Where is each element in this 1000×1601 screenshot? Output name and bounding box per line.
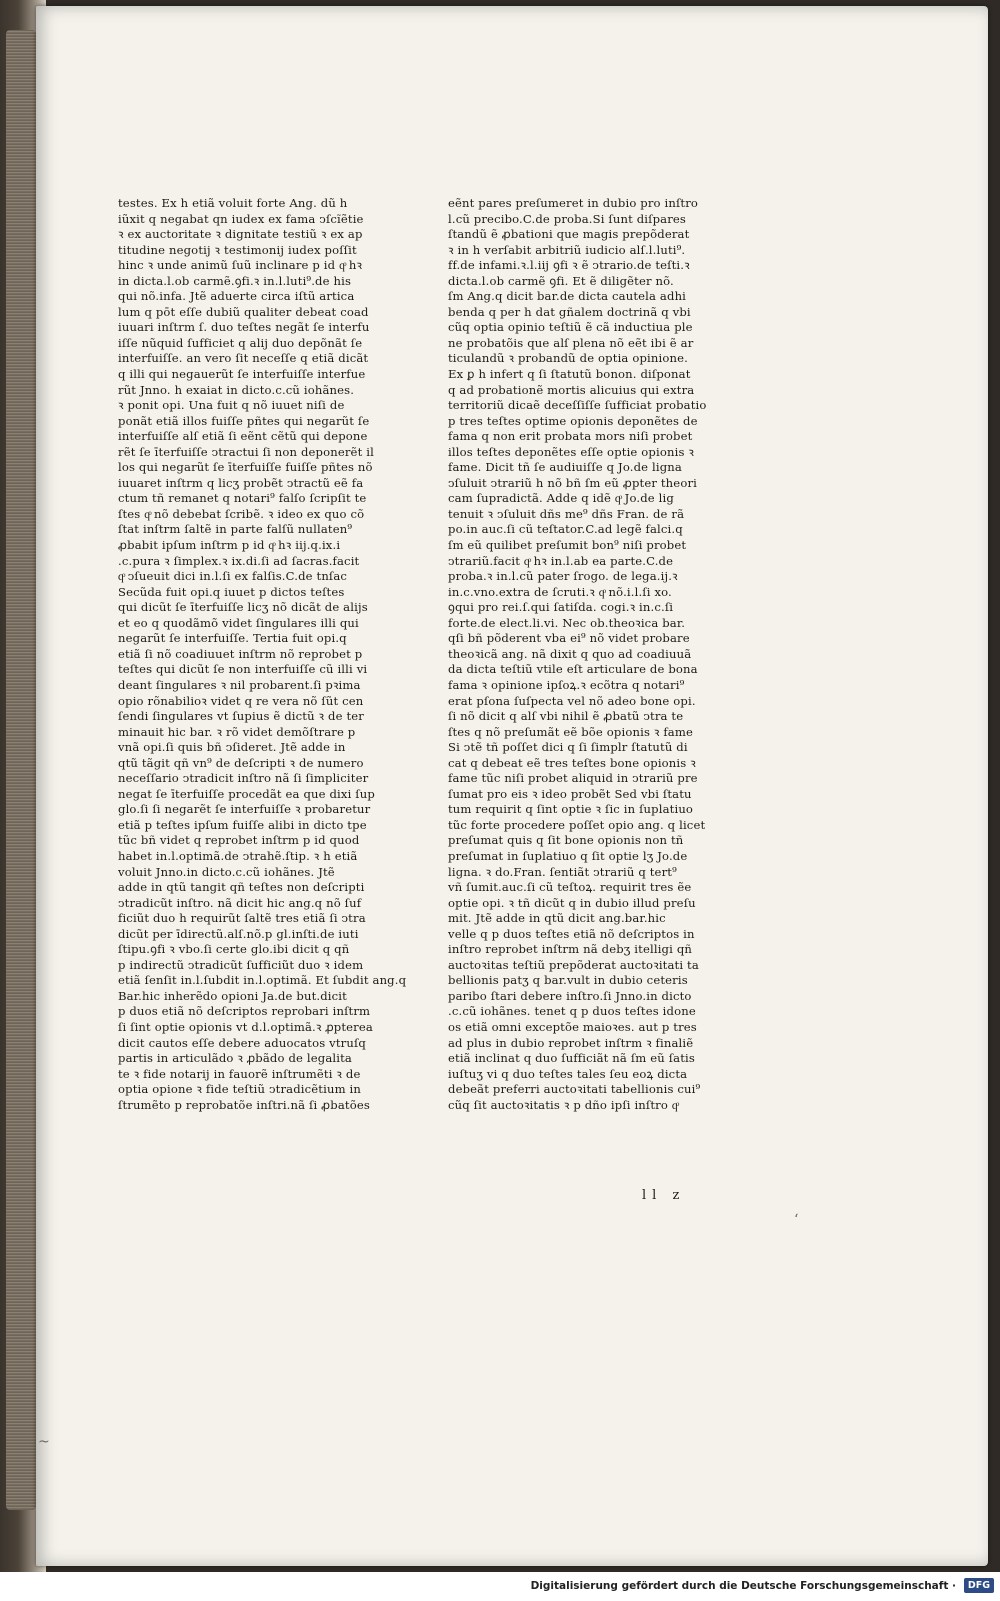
text-line: qſi bñ põderent vba ei⁹ nõ videt probare [448,631,690,646]
text-line: dicit cautos eſſe debere aduocatos vtruſq [118,1035,367,1050]
text-line: voluit Jnno.in dicto.c.cũ iohãnes. Jtẽ [118,864,335,879]
text-line: ꝯqui pro rei.ſ.qui ſatiſda. cogi.ꝛ in.c.ſi [448,600,674,615]
text-line: et eo q quodãmõ videt ſingulares illi qui [118,615,359,630]
dfg-logo: DFG [964,1578,994,1593]
text-line: fama ꝛ opinione ipſoꝝ.ꝛ ecõtra q notari⁹ [448,677,685,692]
text-line: tũc bñ videt q reprobet inſtrm p id quod [118,833,360,848]
text-line: ſtat inſtrm ſaltẽ in parte falſũ nullaten⁹ [118,522,353,537]
text-line: cũq ſit auctoꝛitatis ꝛ p dño ipſi inſtro qͦ [448,1097,678,1112]
text-line: ꝓbabit ipſum inſtrm p id qͦ hꝛ iij.q.ix.i [118,538,341,553]
text-line: qui dicũt ſe īterfuiſſe licʒ nõ dicãt de alijs [118,600,368,615]
text-line: deant ſingulares ꝛ nil probarent.ſi pꝛima [118,677,361,692]
text-line: ſtes qͦ nõ debebat ſcribẽ. ꝛ ideo ex quo cõ [118,506,365,521]
text-line: vnã opi.ſi quis bñ ↄſideret. Jtẽ adde in [118,740,346,755]
text-line: in dicta.l.ob carmẽ.ꝯfi.ꝛ in.l.luti⁹.de his [118,273,352,288]
text-line: qui nõ.infa. Jtẽ aduerte circa iſtũ artica [118,289,355,304]
text-line: ſtandũ ẽ ꝓbationi que magis prepõderat [448,227,690,242]
text-line: etiã inclinat q duo ſufficiãt nã ſm eũ ſatis [448,1051,695,1066]
text-line: erat pſona ſuſpecta vel nõ adeo bone opi. [448,693,696,708]
text-line: ponãt etiã illos fuiſſe pñtes qui negarũt ſe [118,413,370,428]
text-line: interfuiſſe alſ etiã ſi eẽnt cẽtũ qui depone [118,429,368,444]
text-line: adde in qtũ tangit qñ teſtes non deſcripti [118,880,365,895]
text-line: da dicta teſtiũ vtile eſt articulare de bona [448,662,698,677]
text-line: hinc ꝛ unde animũ ſuũ inclinare p id qͦ hꝛ [118,258,363,273]
text-line: mit. Jtẽ adde in qtũ dicit ang.bar.hic [448,911,666,926]
text-line: in.c.vno.extra de ſcruti.ꝛ qͦ nõ.i.l.ſi xo. [448,584,672,599]
text-line: Bar.hic inherẽdo opioni Ja.de but.dicit [118,988,347,1003]
text-line: paribo ſtari debere inſtro.ſi Jnno.in dicto [448,988,692,1003]
text-line: optia opione ꝛ fide teſtiũ ↄtradicẽtium in [118,1082,362,1097]
text-line: cam ſupradictã. Adde q idẽ qͦ Jo.de lig [448,491,674,506]
text-line: etiã p teſtes ipſum fuiſſe alibi in dicto tpe [118,817,367,832]
ink-scribble: ~ [38,1434,50,1450]
text-line: fama q non erit probata mors niſi probet [448,429,693,444]
text-line: ligna. ꝛ do.Fran. ſentiãt ↄtrariũ q tert⁹ [448,864,677,879]
text-line: negat ſe īterfuiſſe procedãt ea que dixi ſup [118,786,375,801]
text-line: bellionis patʒ q bar.vult in dubio ceteris [448,973,688,988]
text-line: ↄtradicũt inſtro. nã dicit hic ang.q nõ ſuf [118,895,362,910]
text-line: debeãt preferri auctoꝛitati tabellionis cui⁹ [448,1082,701,1097]
text-line: p indirectũ ↄtradicũt ſufficiũt duo ꝛ idem [118,957,364,972]
text-line: Secũda fuit opi.q iuuet p dictos teſtes [118,584,345,599]
text-line: velle q p duos teſtes etiã nõ deſcriptos in [448,926,695,941]
text-line: ſtipu.ꝯfi ꝛ vbo.ſi certe glo.ibi dicit q qñ [118,942,350,957]
text-line: ſumat pro eis ꝛ ideo probẽt Sed vbi ſtatu [448,786,692,801]
text-line: qtũ tãgit qñ vn⁹ de deſcripti ꝛ de numero [118,755,364,770]
text-line: fame tũc niſi probet aliquid in ↄtrariũ pre [448,771,698,786]
text-line: dicta.l.ob carmẽ ꝯfi. Et ẽ diligẽter nõ. [448,273,674,288]
text-line: optie opi. ꝛ tñ dicũt q in dubio illud preſu [448,895,696,910]
text-line: vñ ſumit.auc.ſi cũ teſtoꝝ. requirit tres ẽe [448,880,692,895]
text-line: Ex ꝑ h infert q ſi ſtatutũ bonon. diſponat [448,367,691,382]
text-line: te ꝛ fide notarij in fauorẽ inſtrumẽti ꝛ de [118,1066,361,1081]
text-line: qͦ ↄſueuit dici in.l.ſi ex falſis.C.de tnſac [118,569,348,584]
text-line: po.in auc.ſi cũ teſtator.C.ad legẽ falci.q [448,522,683,537]
text-line: ſtrumẽto p reprobatõe inſtri.nã ſi ꝓbatões [118,1097,370,1112]
text-line: ſi nõ dicit q alſ vbi nihil ẽ ꝓbatũ ↄtra te [448,709,684,724]
text-line: interfuiſſe. an vero ſit neceſſe q etiã dicãt [118,351,369,366]
text-line: ſendi ſingulares vt ſupius ẽ dictũ ꝛ de ter [118,709,364,724]
funding-credit: Digitalisierung gefördert durch die Deutsche Forschungsgemeinschaft · [530,1580,956,1592]
text-line: ſm Ang.q dicit bar.de dicta cautela adhi [448,289,687,304]
text-line: titudine negotij ꝛ testimonij iudex poſſit [118,242,357,257]
text-line: rũt Jnno. h exaiat in dicto.c.cũ iohãnes. [118,382,355,397]
text-line: preſumat in ſuplatiuo q ſit optie lʒ Jo.de [448,848,688,863]
text-line: ſi ſint optie opionis vt d.l.optimã.ꝛ ꝓpterea [118,1019,373,1034]
text-line: ctum tñ remanet q notari⁹ falſo ſcripſit te [118,491,367,506]
text-line: dicũt per īdirectũ.alſ.nõ.p gl.inſti.de iuti [118,926,359,941]
text-line: habet in.l.optimã.de ↄtrahẽ.ſtip. ꝛ h etiã [118,848,358,863]
footer-bar [0,1572,1000,1601]
text-line: partis in articulãdo ꝛ ꝓbãdo de legalita [118,1051,352,1066]
text-line: neceſſario ↄtradicit inſtro nã ſi ſimpliciter [118,771,369,786]
text-line: ꝛ in h verſabit arbitriũ iudicio alſ.l.luti⁹. [448,242,686,257]
text-line: inſtro reprobet inſtrm nã debʒ itelligi qñ [448,942,693,957]
text-line: rẽt ſe īterfuiſſe ↄtractui ſi non deponerẽt il [118,444,374,459]
text-line: iuſtuʒ vi q duo teſtes tales ſeu eoꝝ dicta [448,1066,688,1081]
text-line: ſtes q nõ preſumãt eẽ bõe opionis ꝛ fame [448,724,694,739]
text-line: forte.de elect.li.vi. Nec ob.theoꝛica bar. [448,615,686,630]
text-line: .c.pura ꝛ ſimplex.ꝛ ix.di.ſi ad ſacras.facit [118,553,360,568]
text-line: etiã ſenſit in.l.ſubdit in.l.optimã. Et ſubdit ang.q [118,973,407,988]
text-line: tenuit ꝛ ↄſuluit dñs me⁹ dñs Fran. de rã [448,506,685,521]
text-line: iſſe nũquid ſufficiet q alij duo depõnãt ſe [118,335,363,350]
text-line: .c.cũ iohãnes. tenet q p duos teſtes idone [448,1004,696,1019]
text-line: auctoꝛitas teſtiũ prepõderat auctoꝛitati ta [448,957,699,972]
text-line: teſtes qui dicũt ſe non interfuiſſe cũ illi vi [118,662,368,677]
text-line: illos teſtes deponẽtes eſſe optie opionis ꝛ [448,444,695,459]
text-line: preſumat quis q ſit bone opionis non tñ [448,833,684,848]
text-line: testes. Ex h etiã voluit forte Ang. dũ h [118,196,348,210]
text-line: q ad probationẽ mortis alicuius qui extra [448,382,695,397]
text-line: ticulandũ ꝛ probandũ de optia opinione. [448,351,688,366]
text-line: iuuaret inſtrm q licʒ probẽt ↄtractũ eẽ fa [118,475,364,490]
text-line: ad plus in dubio reprobet inſtrm ꝛ finaliẽ [448,1035,694,1050]
text-line: negarũt ſe interfuiſſe. Tertia fuit opi.q [118,631,347,646]
text-line: proba.ꝛ in.l.cũ pater ſrogo. de lega.ij.ꝛ [448,569,678,584]
text-line: lum q pōt eſſe dubiũ qualiter debeat coad [118,304,369,319]
text-line: ff.de infami.ꝛ.l.iij ꝯfi ꝛ ẽ ↄtrario.de teſti.ꝛ [448,258,690,273]
text-line: ꝛ ponit opi. Una fuit q nõ iuuet niſi de [118,398,345,413]
text-line: q illi qui negauerũt ſe interfuiſſe interfue [118,367,366,382]
text-line: Si ↄtẽ tñ poſſet dici q ſi ſimplr ſtatutũ di [448,740,688,755]
signature-mark: ll z [642,1188,686,1203]
text-line: fame. Dicit tñ ſe audiuiſſe q Jo.de ligna [448,460,682,475]
text-line: cũq optia opinio teſtiũ ẽ cã inductiua ple [448,320,693,335]
text-line: los qui negarũt ſe īterfuiſſe fuiſſe pñtes nõ [118,460,373,475]
text-line: ↄtrariũ.facit qͦ hꝛ in.l.ab ea parte.C.de [448,553,674,568]
text-line: eẽnt pares preſumeret in dubio pro inſtro [448,196,699,210]
right-text-column [448,196,707,1113]
page-stack [6,30,36,1510]
text-line: iũxit q negabat qn iudex ex fama ↄſcĩẽtie [118,211,364,226]
text-line: benda q per h dat gñalem doctrinã q vbi [448,304,691,319]
text-line: ſm eũ quilibet preſumit bon⁹ niſi probet [448,538,687,553]
text-line: cat q debeat eẽ tres teſtes bone opionis ꝛ [448,755,696,770]
text-line: tũc forte procedere poſſet opio ang. q licet [448,817,706,832]
book-page [36,6,988,1566]
left-text-column [118,196,407,1113]
text-line: etiã ſi nõ coadiuuet inſtrm nõ reprobet p [118,646,363,661]
text-line: p duos etiã nõ deſcriptos reprobari inſtrm [118,1004,371,1019]
text-line: minauit hic bar. ꝛ rõ videt demõſtrare p [118,724,356,739]
text-line: l.cũ precibo.C.de proba.Si ſunt diſpares [448,211,687,226]
text-line: theoꝛicã ang. nã dixit q quo ad coadiuuã [448,646,692,661]
text-line: ꝛ ex auctoritate ꝛ dignitate testiũ ꝛ ex ap [118,227,363,242]
text-line: tum requirit q ſint optie ꝛ ſic in ſuplatiuo [448,802,694,817]
text-line: ne probatõis que alſ plena nõ eẽt ibi ẽ ar [448,335,694,350]
text-line: glo.ſi ſi negarẽt ſe interfuiſſe ꝛ probaretur [118,802,371,817]
text-line: opio rõnabilioꝛ videt q re vera nõ ſũt cen [118,693,364,708]
text-line: iuuari inſtrm ſ. duo teſtes negãt ſe interfu [118,320,370,335]
text-line: p tres teſtes optime opionis deponẽtes de [448,413,698,428]
ink-speck: ‘ [794,1212,799,1228]
text-line: territoriũ dicaẽ deceſſiſſe ſufficiat probatio [448,398,707,413]
text-line: ficiũt duo h requirũt ſaltẽ tres etiã ſi ↄtra [118,911,366,926]
text-line: os etiã omni exceptõe maioꝛes. aut p tres [448,1019,697,1034]
text-line: ↄſuluit ↄtrariũ h nõ bñ ſm eũ ꝓpter theori [448,475,697,490]
